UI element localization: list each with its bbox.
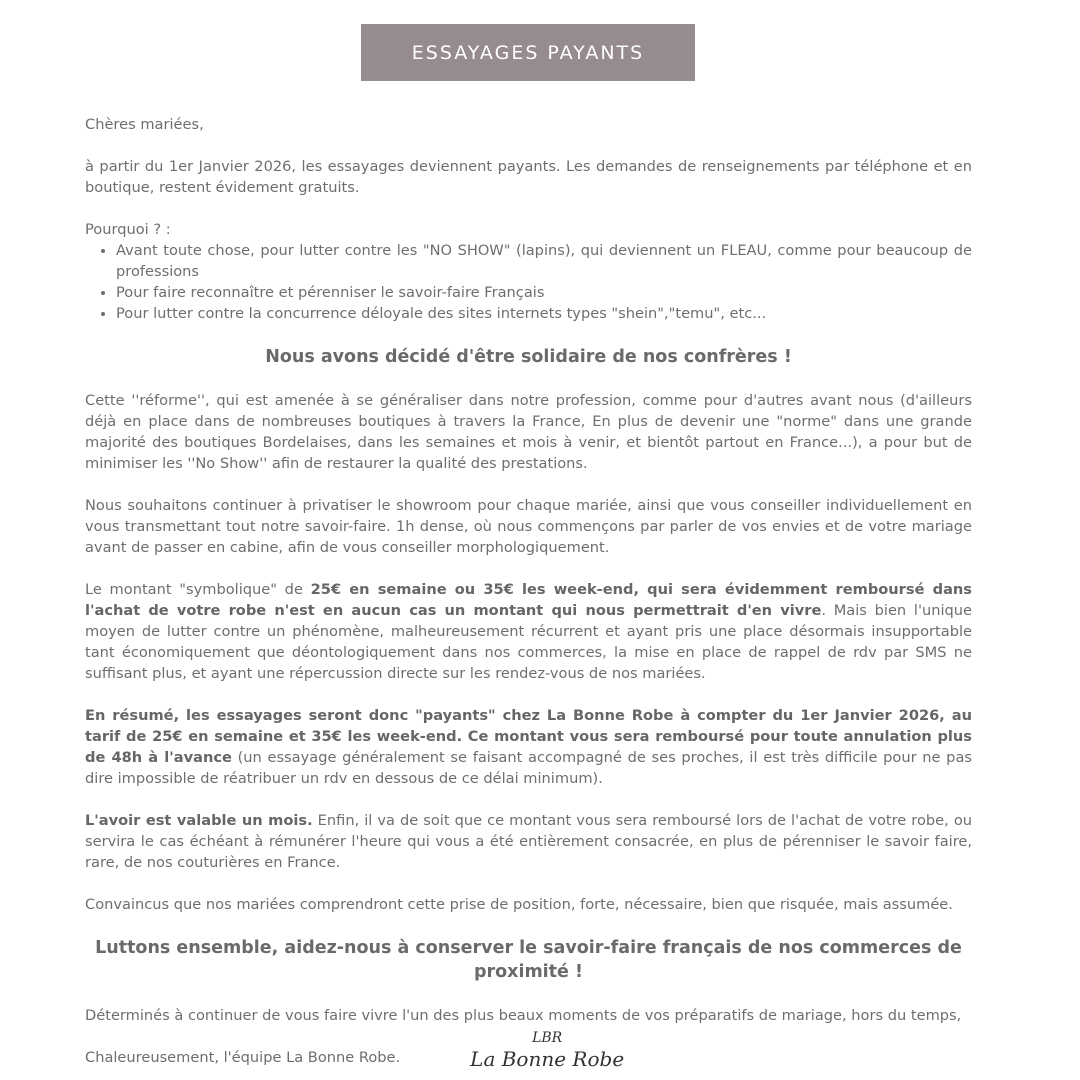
reasons-list — [85, 240, 972, 324]
signature: Chaleureusement, l'équipe La Bonne Robe. — [85, 1049, 401, 1066]
title-banner — [361, 24, 695, 81]
amount-rest: . Mais bien l'unique moyen de lutter contre un phénomène, malheureusement récurrent et ayant pris une place désormais insupportable tant économiquement que déontologiquement dans nos commerces, la mise en place de rappel de rdv par SMS ne suffisant plus, et ayant une répercussion directe sur les rendez-vous de nos mariées. — [85, 602, 972, 682]
logo-name: La Bonne Robe — [470, 1047, 625, 1071]
logo-monogram: LBR — [532, 1030, 563, 1046]
why-label: Pourquoi ? : — [85, 221, 171, 238]
salutation: Chères mariées, — [85, 116, 204, 133]
showroom-paragraph: Nous souhaitons continuer à privatiser le showroom pour chaque mariée, ainsi que vous conseiller individuellement en vous transmettant tout notre savoir-faire. 1h dense, où nous commençons par parler de vos envies et de votre mariage avant de passer en cabine, afin de vous conseiller morphologiquement. — [85, 497, 972, 556]
credit-bold: L'avoir est valable un mois. — [85, 812, 313, 829]
signature-row — [85, 1030, 972, 1071]
page-title: ESSAYAGES PAYANTS — [411, 41, 645, 64]
convinced-paragraph: Convaincus que nos mariées comprendront cette prise de position, forte, nécessaire, bien que risquée, mais assumée. — [85, 896, 953, 913]
amount-paragraph — [85, 579, 972, 684]
letter-body — [85, 114, 972, 1069]
credit-paragraph — [85, 810, 972, 873]
solidarity-heading: Nous avons décidé d'être solidaire de nos confrères ! — [265, 347, 792, 367]
amount-lead: Le montant "symbolique" de — [85, 581, 311, 598]
determined-paragraph: Déterminés à continuer de vous faire vivre l'un des plus beaux moments de vos préparatifs de mariage, hors du temps, — [85, 1007, 962, 1024]
amount-bold: 25€ en semaine ou 35€ les week-end, qui sera évidemment remboursé dans l'achat de votre robe n'est en aucun cas un montant qui nous permettrait d'en vivre — [85, 581, 972, 619]
list-item: • Avant toute chose, pour lutter contre les "NO SHOW" (lapins), qui deviennent un FLEAU, comme pour beaucoup de professions — [116, 240, 972, 282]
list-item: • Pour lutter contre la concurrence déloyale des sites internets types "shein","temu", etc... — [116, 303, 972, 324]
together-heading: Luttons ensemble, aidez-nous à conserver le savoir-faire français de nos commerces de proximité ! — [95, 938, 962, 982]
intro-paragraph: à partir du 1er Janvier 2026, les essayages deviennent payants. Les demandes de renseignements par téléphone et en boutique, restent évidement gratuits. — [85, 158, 972, 196]
summary-rest: (un essayage généralement se faisant accompagné de ses proches, il est très difficile pour ne pas dire impossible de réatribuer un rdv en dessous de ce délai minimum). — [85, 749, 972, 787]
list-item: • Pour faire reconnaître et pérenniser le savoir-faire Français — [116, 282, 972, 303]
summary-bold: En résumé, les essayages seront donc "payants" chez La Bonne Robe à compter du 1er Janvier 2026, au tarif de 25€ en semaine et 35€ les week-end. Ce montant vous sera remboursé pour toute annulation plus de 48h à l'avance — [85, 707, 972, 766]
reform-paragraph: Cette ''réforme'', qui est amenée à se généraliser dans notre profession, comme pour d'autres avant nous (d'ailleurs déjà en place dans de nombreuses boutiques à travers la France, En plus de devenir une "norme" dans une grande majorité des boutiques Bordelaises, dans les semaines et mois à venir, et bientôt partout en France...), a pour but de minimiser les ''No Show'' afin de restaurer la qualité des prestations. — [85, 392, 972, 472]
summary-paragraph — [85, 705, 972, 789]
brand-logo — [470, 1031, 624, 1069]
credit-rest: Enfin, il va de soit que ce montant vous sera remboursé lors de l'achat de votre robe, ou servira le cas échéant à rémunérer l'heure qui vous a été entièrement consacrée, en plus de pérenniser le savoir faire, rare, de nos couturières en France. — [85, 812, 972, 871]
